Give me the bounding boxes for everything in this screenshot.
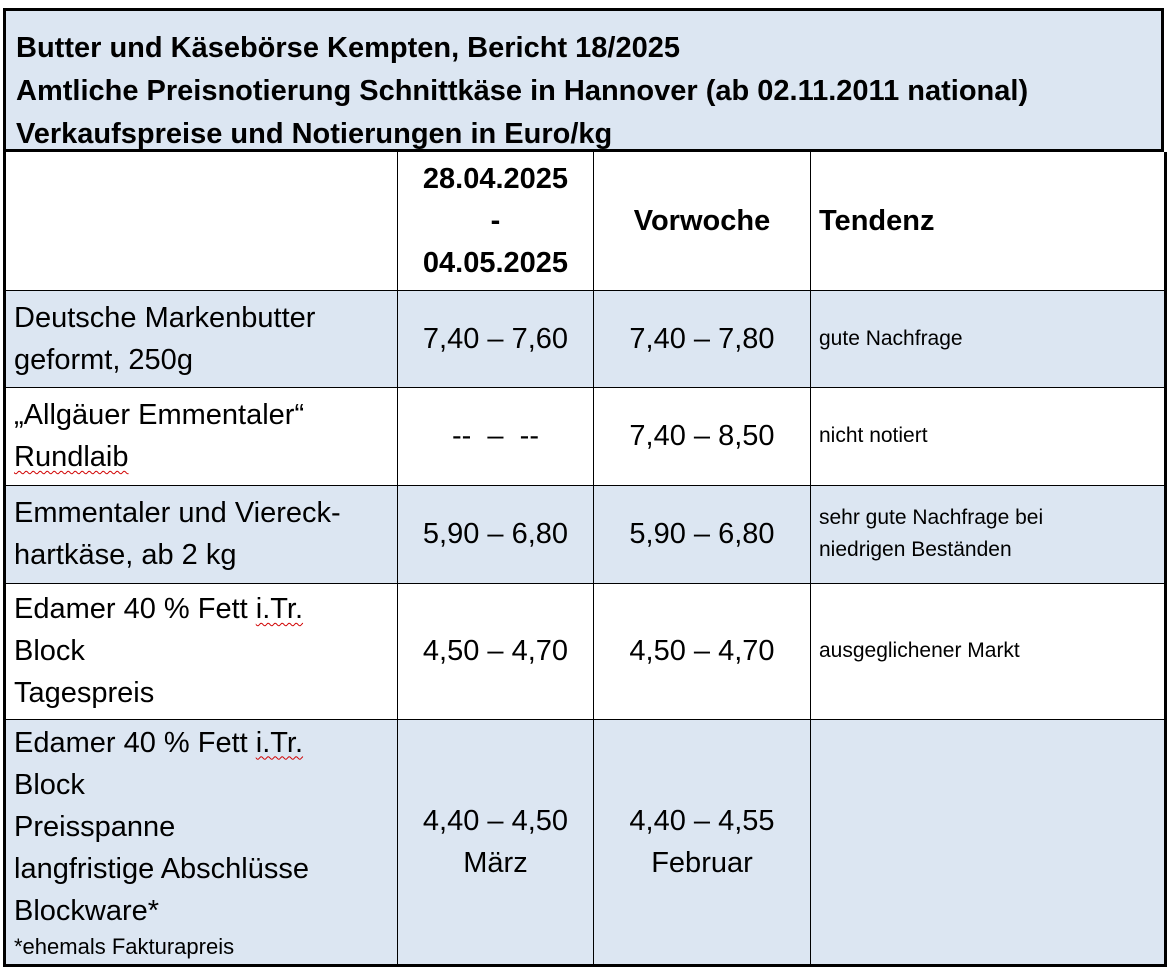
- spellcheck-underlined-word: i.Tr.: [255, 593, 304, 625]
- previous-price: 5,90 – 6,80: [594, 485, 811, 583]
- product-name-line: Block: [14, 768, 85, 801]
- current-price: -- – --: [398, 387, 594, 485]
- report-header: [3, 8, 1164, 152]
- table-row: [5, 290, 1166, 387]
- previous-price: 7,40 – 7,80: [594, 290, 811, 387]
- current-period-start: 28.04.2025: [422, 162, 569, 195]
- product-name-line: hartkäse, ab 2 kg: [14, 539, 237, 571]
- price-report: [3, 8, 1164, 967]
- product-name-line: Deutsche Markenbutter: [14, 301, 316, 334]
- current-price: [398, 719, 594, 965]
- trend-text: gute Nachfrage: [811, 290, 1166, 387]
- product-name-line: Preisspanne: [14, 810, 176, 843]
- product-name-line: [14, 588, 397, 630]
- current-price: 4,50 – 4,70: [398, 583, 594, 719]
- spellcheck-underlined-word: Rundlaib: [14, 441, 129, 473]
- trend-text-line: sehr gute Nachfrage bei: [819, 506, 1044, 529]
- price-table: [3, 152, 1167, 967]
- report-title: Butter und Käsebörse Kempten, Bericht 18/2025: [16, 32, 680, 64]
- table-row: [5, 719, 1166, 965]
- product-name-line: Blockware*: [14, 894, 160, 927]
- product-name-line: langfristige Abschlüsse: [14, 852, 309, 885]
- header-cell-product: [5, 152, 398, 290]
- previous-price: 4,50 – 4,70: [594, 583, 811, 719]
- trend-text: nicht notiert: [811, 387, 1166, 485]
- product-name-line: Block: [14, 635, 85, 667]
- product-name: [5, 485, 398, 583]
- table-header-row: [5, 152, 1166, 290]
- product-name: [5, 387, 398, 485]
- product-name-line: [14, 722, 397, 764]
- current-period-end: 04.05.2025: [422, 246, 569, 279]
- previous-price: 7,40 – 8,50: [594, 387, 811, 485]
- product-name: [5, 583, 398, 719]
- product-name-line: geformt, 250g: [14, 343, 193, 376]
- header-cell-previous-week: Vorwoche: [594, 152, 811, 290]
- trend-text: ausgeglichener Markt: [811, 583, 1166, 719]
- product-name-text: Edamer 40 % Fett: [14, 593, 256, 625]
- table-row: [5, 583, 1166, 719]
- current-price-range: 4,40 – 4,50: [422, 804, 569, 837]
- header-cell-current-period: [398, 152, 594, 290]
- trend-text: [811, 719, 1166, 965]
- product-name-line: Tagespreis: [14, 677, 155, 709]
- footnote: *ehemals Fakturapreis: [14, 933, 235, 959]
- product-name-line: [14, 436, 397, 478]
- spellcheck-underlined-word: i.Tr.: [255, 726, 304, 759]
- previous-price-range: 4,40 – 4,55: [629, 804, 775, 837]
- trend-text: [811, 485, 1166, 583]
- previous-price: [594, 719, 811, 965]
- trend-text-line: niedrigen Beständen: [819, 538, 1012, 561]
- product-name-text: Edamer 40 % Fett: [14, 726, 256, 759]
- product-name: [5, 290, 398, 387]
- product-name-line: Emmentaler und Viereck-: [14, 497, 341, 529]
- header-cell-trend: Tendenz: [811, 152, 1166, 290]
- report-unit-note: Verkaufspreise und Notierungen in Euro/kg: [16, 118, 613, 150]
- current-price: 5,90 – 6,80: [398, 485, 594, 583]
- product-name-line: „Allgäuer Emmentaler“: [14, 399, 305, 431]
- table-row: [5, 485, 1166, 583]
- product-name: [5, 719, 398, 965]
- report-subtitle: Amtliche Preisnotierung Schnittkäse in Hannover (ab 02.11.2011 national): [16, 75, 1029, 107]
- table-row: [5, 387, 1166, 485]
- current-price-month: März: [463, 846, 528, 879]
- current-period-separator: -: [490, 204, 501, 237]
- previous-price-month: Februar: [651, 846, 753, 879]
- current-price: 7,40 – 7,60: [398, 290, 594, 387]
